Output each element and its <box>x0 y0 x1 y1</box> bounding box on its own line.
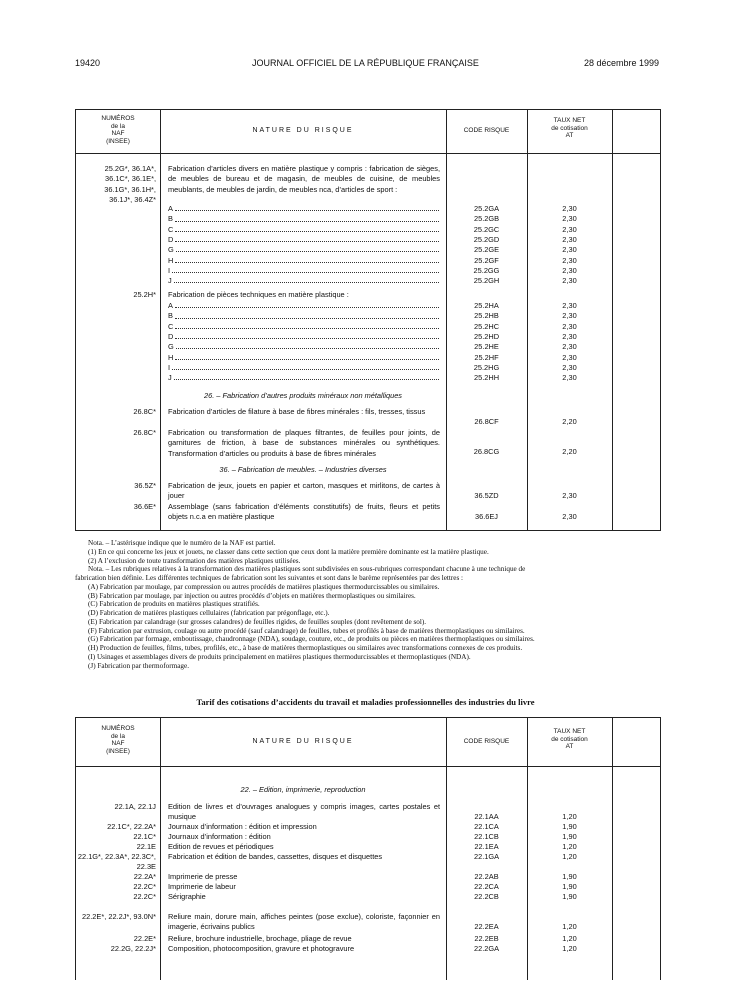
g2-row-2-code: 25.2HC <box>473 321 500 331</box>
g1-row-6-label <box>168 266 440 276</box>
g2-row-0-code: 25.2HA <box>474 301 499 310</box>
technique-letter: C <box>168 321 174 331</box>
note-line: (F) Fabrication par extrusion, coulage ou autre procédé (sauf calandrage) de feuilles, tubes et profilés à base de matières thermoplastiques ou similaires. <box>88 626 525 635</box>
technique-letter: G <box>168 245 174 255</box>
note-line: (J) Fabrication par thermoformage. <box>88 661 189 670</box>
taux-row-36b: 2,30 <box>562 512 577 521</box>
g1-row-0-code: 25.2GA <box>473 204 500 213</box>
naf-livre-0: 22.1A, 22.1J <box>114 802 156 811</box>
nature-livre-9: Reliure, brochure industrielle, brochage, pliage de revue <box>168 934 352 943</box>
nature-row-26a: Fabrication d’articles de filature à base de fibres minérales : fils, tresses, tissus <box>168 407 426 416</box>
section-title-livre: Tarif des cotisations d’accidents du travail et maladies professionnelles des industries du livre <box>196 697 535 707</box>
note-line: (A) Fabrication par moulage, par compression ou autres procédés de matières plastiques thermodurcissables ou similaires. <box>88 582 440 591</box>
risk-table-livre <box>75 717 661 980</box>
technique-letter: I <box>168 265 171 275</box>
naf-livre-9: 22.2E* <box>133 934 156 943</box>
code-livre-9: 22.2EB <box>474 934 499 943</box>
taux-row-26b: 2,20 <box>562 447 577 456</box>
technique-letter: A <box>168 204 173 213</box>
naf-row-26a: 26.8C* <box>133 407 156 416</box>
g2-row-0-taux: 2,30 <box>562 301 577 310</box>
taux-livre-3: 1,20 <box>562 842 577 851</box>
naf-row-26b: 26.8C* <box>133 428 156 437</box>
g2-row-2-taux: 2,30 <box>562 321 577 331</box>
note-line: (E) Fabrication par calandrage (sur grosses calandres) de feuilles rigides, de feuilles souples (dont revêtement de sol). <box>88 617 427 626</box>
nature-group-2: Fabrication de pièces techniques en matière plastique : <box>168 290 349 299</box>
note-line: (H) Production de feuilles, films, tubes, profilés, etc., à base de matières thermoplastiques ou similaires avec transformations connexes de ces produits. <box>88 644 523 652</box>
g1-row-1-label <box>168 214 440 224</box>
header-taux: TAUX NET de cotisation AT <box>551 117 588 140</box>
nature-livre-1: Journaux d’information : édition et impression <box>168 822 317 831</box>
g1-row-6-taux: 2,30 <box>562 265 577 275</box>
technique-letter: A <box>168 301 173 310</box>
g1-row-7-label <box>168 276 440 286</box>
code-livre-10: 22.2GA <box>473 944 500 953</box>
technique-letter: H <box>168 352 174 362</box>
naf-group-1: 25.2G*, 36.1A*, 36.1C*, 36.1E*, 36.1G*, 36.1H*, 36.1J*, 36.4Z* <box>104 164 156 204</box>
taux-row-26a: 2,20 <box>562 417 577 426</box>
taux-row-36a: 2,30 <box>562 491 577 500</box>
g2-row-4-code: 25.2HE <box>474 342 499 352</box>
note-line: Nota. – L’astérisque indique que le numéro de la NAF est partiel. <box>88 539 276 547</box>
g2-row-3-taux: 2,30 <box>562 331 577 341</box>
code-livre-8: 22.2EA <box>474 922 499 932</box>
code-livre-7: 22.2CB <box>474 892 499 901</box>
note-line: Nota. – Les rubriques relatives à la transformation des matières plastiques sont subdivisées en sous-rubriques correspondant chacune à une technique de <box>88 565 526 574</box>
g1-row-2-code: 25.2GC <box>473 224 500 234</box>
nature-livre-4: Fabrication et édition de bandes, cassettes, disques et disquettes <box>168 852 383 861</box>
naf-livre-7: 22.2C* <box>133 892 156 901</box>
g1-row-3-taux: 2,30 <box>562 234 577 244</box>
header-taux-2: TAUX NET de cotisation AT <box>551 728 588 751</box>
code-livre-2: 22.1CB <box>474 832 499 841</box>
g2-row-1-label <box>168 311 440 321</box>
technique-letter: H <box>168 255 174 265</box>
code-row-26b: 26.8CG <box>473 447 500 456</box>
g2-row-2-label <box>168 322 440 332</box>
g2-row-6-taux: 2,30 <box>562 362 577 372</box>
naf-livre-5: 22.2A* <box>133 872 156 881</box>
note-line: (B) Fabrication par moulage, par injection ou autres procédés d’objets en matières thermoplastiques ou similaires. <box>88 591 416 600</box>
nature-livre-3: Edition de revues et périodiques <box>168 842 274 851</box>
nature-row-36a: Fabrication de jeux, jouets en papier et carton, masques et mirlitons, de cartes à jouer <box>168 481 440 501</box>
note-line: (G) Fabrication par formage, emboutissage, chaudronnage (NDA), soudage, couture, etc., de produits ou pièces en matières thermoplastiques ou similaires. <box>88 635 535 644</box>
technique-letter: D <box>168 331 174 341</box>
g2-row-7-code: 25.2HH <box>473 373 500 383</box>
technique-letter: J <box>168 373 172 383</box>
note-line: (C) Fabrication de produits en matières plastiques stratifiés. <box>88 600 260 609</box>
code-livre-1: 22.1CA <box>474 822 499 831</box>
nature-group-1: Fabrication d’articles divers en matière plastique y compris : fabrication de sièges, de meubles de bureau et de magasin, de meubles de cuisine, de meubles meublants, de meubles de jardin, de meubles nca, d’articles de sport : <box>168 164 440 194</box>
code-row-36b: 36.6EJ <box>474 512 498 521</box>
code-livre-5: 22.2AB <box>474 872 499 881</box>
header-nature-2: NATURE DU RISQUE <box>252 738 354 745</box>
section-26-heading: 26. – Fabrication d’autres produits minéraux non métalliques <box>203 391 402 400</box>
g2-row-1-taux: 2,30 <box>562 311 577 321</box>
naf-livre-1: 22.1C*, 22.2A* <box>107 822 156 831</box>
nature-livre-5: Imprimerie de presse <box>168 872 238 881</box>
notes-block <box>75 539 660 670</box>
taux-livre-7: 1,90 <box>562 892 577 901</box>
g2-row-7-label <box>168 373 440 383</box>
naf-livre-3: 22.1E <box>136 842 156 851</box>
g2-row-5-taux: 2,30 <box>562 352 577 362</box>
nature-livre-10: Composition, photocomposition, gravure et photogravure <box>168 944 355 953</box>
naf-row-36a: 36.5Z* <box>134 481 156 490</box>
technique-letter: J <box>168 276 172 286</box>
g1-row-0-taux: 2,30 <box>562 204 577 213</box>
journal-title: JOURNAL OFFICIEL DE LA RÉPUBLIQUE FRANÇAISE <box>252 58 479 68</box>
taux-livre-6: 1,90 <box>562 882 577 891</box>
note-line: (I) Usinages et assemblages divers de produits principalement en matières plastiques thermodurcissables et thermoplastiques (NDA). <box>88 652 471 661</box>
g2-row-0-label <box>168 301 440 311</box>
technique-letter: C <box>168 224 174 234</box>
header-code: CODE RISQUE <box>463 127 510 134</box>
technique-letter: B <box>168 214 173 224</box>
nature-livre-0: Edition de livres et d’ouvrages analogues y compris images, cartes postales et musique <box>168 802 440 822</box>
g1-row-2-label <box>168 225 440 235</box>
nature-row-26b: Fabrication ou transformation de plaques filtrantes, de feuilles pour joints, de garnitures de friction, à base de substances minérales ou synthétiques. Transformation d’articles ou produits à base de fibres minérales <box>168 428 440 458</box>
g1-row-5-taux: 2,30 <box>562 255 577 265</box>
g2-row-1-code: 25.2HB <box>474 311 499 321</box>
taux-livre-8: 1,20 <box>562 922 577 932</box>
technique-letter: I <box>168 362 171 372</box>
g1-row-5-label <box>168 256 440 266</box>
code-row-36a: 36.5ZD <box>474 491 499 500</box>
g1-row-7-code: 25.2GH <box>473 276 500 286</box>
taux-livre-2: 1,90 <box>562 832 577 841</box>
section-36-heading: 36. – Fabrication de meubles. – Industries diverses <box>219 465 387 474</box>
naf-livre-4: 22.1G*, 22.3A*, 22.3C*, 22.3E <box>77 852 156 872</box>
g1-row-3-label <box>168 235 440 245</box>
naf-livre-8: 22.2E*, 22.2J*, 93.0N* <box>82 912 156 921</box>
taux-livre-5: 1,90 <box>562 872 577 881</box>
naf-livre-2: 22.1C* <box>133 832 156 841</box>
taux-livre-0: 1,20 <box>562 812 577 822</box>
code-row-26a: 26.8CF <box>474 417 499 426</box>
g2-row-4-taux: 2,30 <box>562 342 577 352</box>
technique-letter: B <box>168 311 173 321</box>
header-naf: NUMÉROS de la NAF (INSEE) <box>101 115 135 145</box>
g1-row-7-taux: 2,30 <box>562 276 577 286</box>
nature-livre-2: Journaux d’information : édition <box>168 832 271 841</box>
g2-row-6-code: 25.2HG <box>473 362 500 372</box>
taux-livre-1: 1,90 <box>562 822 577 831</box>
risk-table-plastics <box>75 109 661 531</box>
issue-date: 28 décembre 1999 <box>583 58 659 68</box>
technique-letter: G <box>168 342 174 352</box>
g1-row-5-code: 25.2GF <box>474 255 499 265</box>
taux-livre-10: 1,20 <box>562 944 577 953</box>
header-code-2: CODE RISQUE <box>463 738 510 745</box>
code-livre-4: 22.1GA <box>473 852 500 861</box>
nature-row-36b: Assemblage (sans fabrication d’éléments constitutifs) de fruits, fleurs et petits objets n.c.a en matière plastique <box>168 502 440 522</box>
g1-row-0-label <box>168 204 440 214</box>
note-line: (1) En ce qui concerne les jeux et jouets, ne classer dans cette section que ceux dont la matière première dominante est la matière plastique. <box>88 547 489 556</box>
note-line: (D) Fabrication de matières plastiques cellulaires (fabrication par prégonflage, etc.). <box>88 609 330 617</box>
nature-livre-7: Sérigraphie <box>168 892 206 901</box>
nature-livre-6: Imprimerie de labeur <box>168 882 236 891</box>
g1-row-6-code: 25.2GG <box>473 265 500 275</box>
code-livre-3: 22.1EA <box>474 842 499 851</box>
naf-livre-10: 22.2G, 22.2J* <box>110 944 156 953</box>
g2-row-3-code: 25.2HD <box>473 331 500 341</box>
g1-row-4-taux: 2,30 <box>562 245 577 255</box>
g2-row-4-label <box>168 342 440 352</box>
note-line: fabrication bien définie. Les différentes techniques de fabrication sont les suivantes et sont dans le barème représentées par des lettres : <box>75 574 464 582</box>
g1-row-1-taux: 2,30 <box>562 214 577 224</box>
header-nature: NATURE DU RISQUE <box>252 127 354 134</box>
taux-livre-4: 1,20 <box>562 852 577 861</box>
g2-row-6-label <box>168 363 440 373</box>
note-line: (2) A l’exclusion de toute transformation des matières plastiques utilisées. <box>88 556 301 565</box>
g1-row-2-taux: 2,30 <box>562 224 577 234</box>
page-number: 19420 <box>75 58 101 68</box>
g2-row-7-taux: 2,30 <box>562 373 577 383</box>
naf-livre-6: 22.2C* <box>133 882 156 891</box>
code-livre-0: 22.1AA <box>474 812 499 822</box>
section-22-heading: 22. – Edition, imprimerie, reproduction <box>240 785 366 794</box>
g1-row-4-label <box>168 245 440 255</box>
nature-livre-8: Reliure main, dorure main, affiches peintes (pose exclue), coloriste, façonnier en imagerie, écrivains publics <box>168 912 440 932</box>
g1-row-4-code: 25.2GE <box>473 245 500 255</box>
naf-group-2: 25.2H* <box>133 290 156 299</box>
g1-row-3-code: 25.2GD <box>473 234 500 244</box>
naf-row-36b: 36.6E* <box>133 502 156 511</box>
g2-row-5-code: 25.2HF <box>474 352 499 362</box>
code-livre-6: 22.2CA <box>474 882 499 891</box>
g2-row-3-label <box>168 332 440 342</box>
technique-letter: D <box>168 234 174 244</box>
g1-row-1-code: 25.2GB <box>473 214 500 224</box>
g2-row-5-label <box>168 353 440 363</box>
taux-livre-9: 1,20 <box>562 934 577 943</box>
header-naf-2: NUMÉROS de la NAF (INSEE) <box>101 725 135 755</box>
